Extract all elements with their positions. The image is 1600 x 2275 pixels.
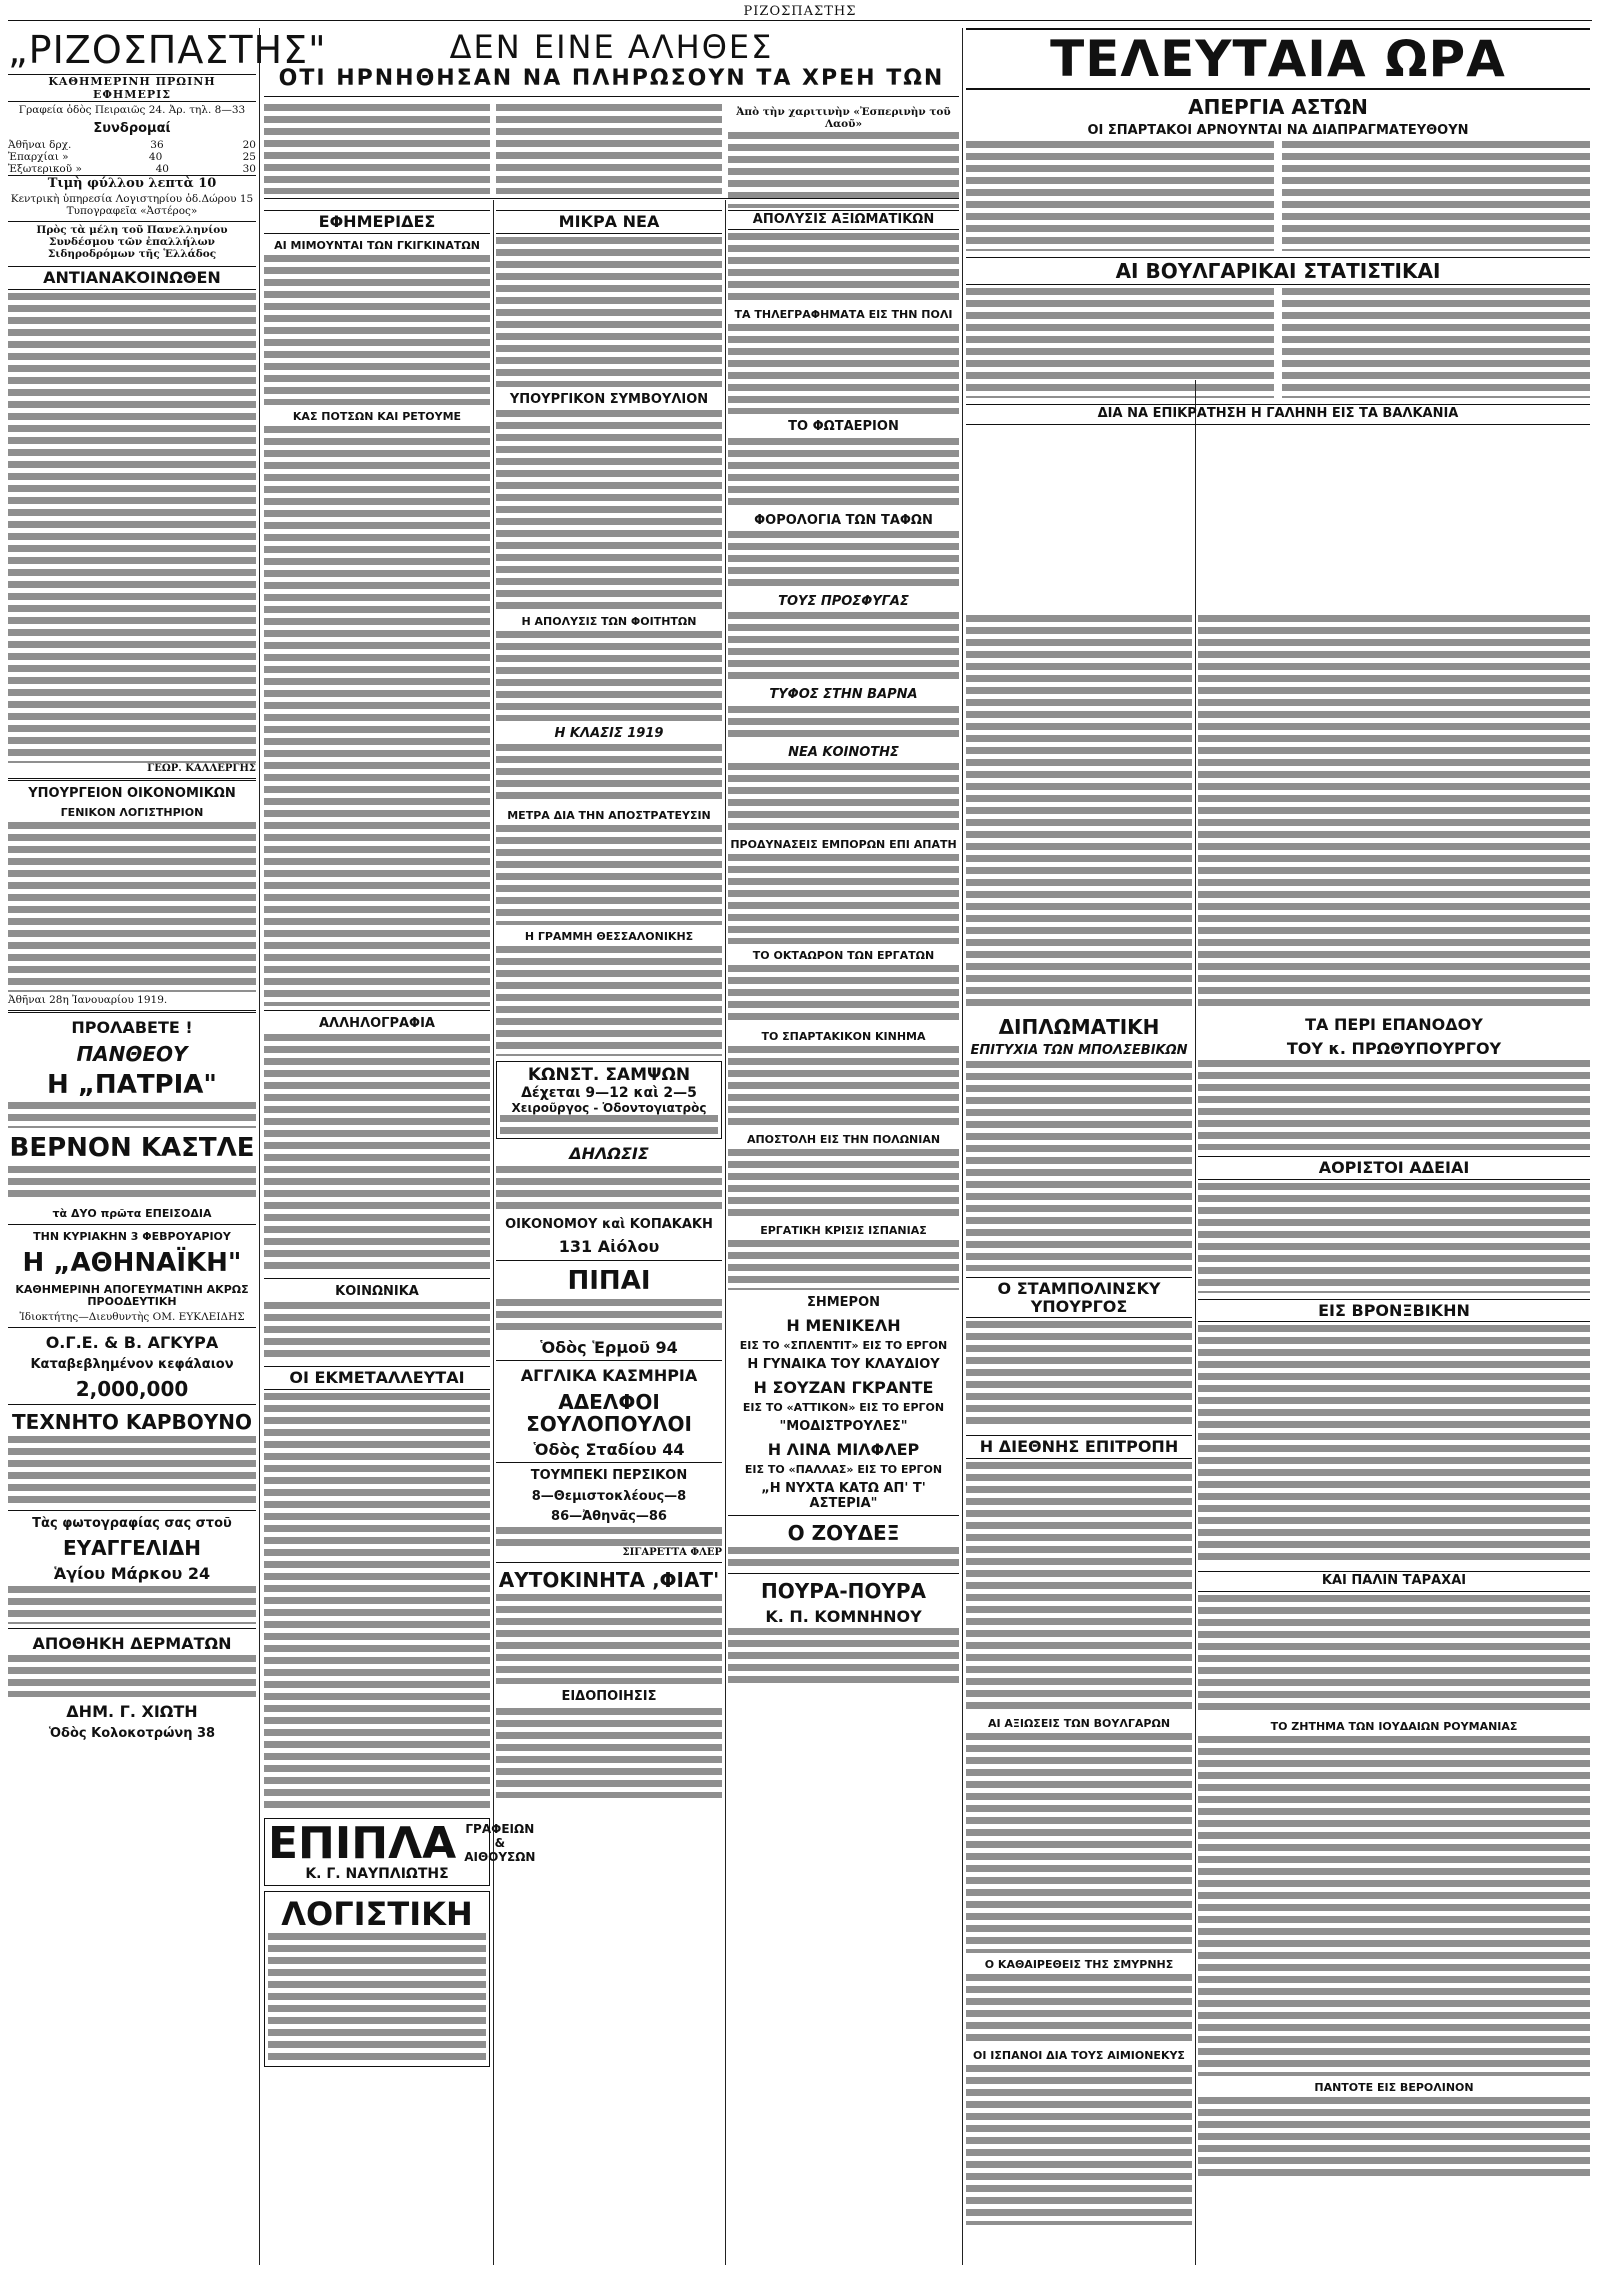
center-headline-subtitle: ΟΤΙ ΗΡΝΗΘΗΣΑΝ ΝΑ ΠΛΗΡΩΣΟΥΝ ΤΑ ΧΡΕΗ ΤΩΝ (278, 66, 945, 91)
article-text (496, 1708, 722, 1798)
column-rule (725, 200, 726, 2265)
headline-tilegrafimata: ΤΑ ΤΗΛΕΓΡΑΦΗΜΑΤΑ ΕΙΣ ΤΗΝ ΠΟΛΙ (734, 308, 953, 322)
headline-dilosis: ΔΗΛΩΣΙΣ (569, 1144, 649, 1164)
ad-samson (496, 1061, 722, 1139)
headline-diplomatiki-sub: ΕΠΙΤΥΧΙΑ ΤΩΝ ΜΠΟΛΣΕΒΙΚΩΝ (970, 1043, 1188, 1058)
ad-pipai-address: Ὁδὸς Ἑρμοῦ 94 (540, 1337, 678, 1357)
headline-stampolinsky: Ο ΣΤΑΜΠΟΛΙΝΣΚΥ ΥΠΟΥΡΓΟΣ (966, 1277, 1192, 1318)
ad-ankyra-capital: 2,000,000 (75, 1376, 189, 1401)
article-text (728, 1240, 959, 1290)
headline-diethnis: Η ΔΙΕΘΝΗΣ ΕΠΙΤΡΟΠΗ (966, 1435, 1192, 1459)
ad-sigaretta: ΣΙΓΑΡΕΤΤΑ ΦΛΕΡ (622, 1547, 722, 1559)
ad-text (8, 1586, 256, 1624)
article-text (264, 426, 490, 1006)
headline-galini: ΔΙΑ ΝΑ ΕΠΙΚΡΑΤΗΣΗ Η ΓΑΛΗΝΗ ΕΙΣ ΤΑ ΒΑΛΚΑΝΙΑ (966, 404, 1590, 424)
article-text (264, 255, 490, 405)
article-text (728, 854, 959, 944)
article-text (966, 1462, 1192, 1712)
column-1 (8, 28, 327, 2265)
ad-photo-name: ΕΥΑΓΓΕΛΙΔΗ (63, 1536, 201, 1561)
article-text (728, 612, 959, 682)
article-signature: ΓΕΩΡ. ΚΑΛΛΕΡΓΗΣ (147, 762, 256, 774)
column-6 (1198, 615, 1590, 2265)
subscription-row: Ἐπαρχίαι » 40 25 (8, 151, 256, 164)
ad-ankyra-capital-label: Καταβεβλημένον κεφάλαιον (30, 1356, 234, 1372)
ad-souzan: Η ΣΟΥΖΑΝ ΓΚΡΑΝΤΕ (753, 1377, 934, 1397)
masthead (8, 28, 327, 222)
article-source: Ἀπὸ τὴν χαριτινὴν «Ἐσπερινὴν τοῦ Λαοῦ» (736, 106, 951, 130)
running-head: ΡΙΖΟΣΠΑΣΤΗΣ (743, 4, 857, 19)
article-text (496, 946, 722, 1056)
subscription-row: Ἐξωτερικοῦ » 40 30 (8, 163, 256, 176)
ad-dermata-name: ΔΗΜ. Γ. ΧΙΩΤΗ (66, 1702, 198, 1722)
headline-klasis: Η ΚΛΑΣΙΣ 1919 (554, 725, 664, 741)
masthead-address: Γραφεία ὁδὸς Πειραιῶς 24. Ἀρ. τηλ. 8—33 (18, 104, 246, 116)
headline-palin-tarachai: ΚΑΙ ΠΑΛΙΝ ΤΑΡΑΧΑΙ (1198, 1571, 1590, 1591)
article-text (496, 744, 722, 804)
ad-epipla-sub: ΓΡΑΦΕΙΩΝ & ΑΙΘΟΥΣΩΝ (464, 1821, 536, 1864)
article-text (8, 293, 256, 763)
headline-mikra-nea: ΜΙΚΡΑ ΝΕΑ (496, 210, 722, 234)
column-rule (493, 200, 494, 2265)
article-text (728, 1046, 959, 1128)
ad-vernon-castle: ΒΕΡΝΟΝ ΚΑΣΤΛΕ (9, 1133, 255, 1164)
ad-poura: ΠΟΥΡΑ-ΠΟΥΡΑ (760, 1578, 927, 1603)
column-4 (728, 204, 959, 2265)
headline-axioseis: ΑΙ ΑΞΙΩΣΕΙΣ ΤΩΝ ΒΟΥΛΓΑΡΩΝ (987, 1717, 1171, 1731)
ad-patria: Η „ΠΑΤΡΙΑ" (47, 1069, 217, 1100)
headline-epanodou: ΤΑ ΠΕΡΙ ΕΠΑΝΟΔΟΥ (1305, 1015, 1483, 1034)
column-rule (962, 28, 963, 2265)
headline-allilografia: ΑΛΛΗΛΟΓΡΑΦΙΑ (319, 1015, 435, 1031)
center-headline (264, 28, 959, 91)
article-text (1198, 615, 1590, 1010)
article-text (966, 2065, 1192, 2225)
ad-episodes: τὰ ΔΥΟ πρῶτα ΕΠΕΙΣΟΔΙΑ (52, 1207, 212, 1221)
headline-mimountai: ΑΙ ΜΙΜΟΥΝΤΑΙ ΤΩΝ ΓΚΙΓΚΙΝΑΤΩΝ (274, 238, 480, 252)
ad-logistiki-title: ΛΟΓΙΣΤΙΚΗ (281, 1894, 473, 1933)
ad-kasmiria: ΑΓΓΛΙΚΑ ΚΑΣΜΗΡΙΑ (520, 1366, 698, 1386)
ad-epipla-title: ΕΠΙΠΛΑ (268, 1817, 457, 1869)
subscriptions-table (8, 139, 256, 175)
ad-simeron: ΣΗΜΕΡΟΝ (806, 1295, 881, 1311)
ad-headline-prolavete: ΠΡΟΛΑΒΕΤΕ ! (71, 1018, 193, 1038)
ad-oikonomou: ΟΙΚΟΝΟΜΟΥ καὶ ΚΟΠΑΚΑΚΗ (505, 1217, 713, 1233)
ad-technito-karvouno: ΤΕΧΝΗΤΟ ΚΑΡΒΟΥΝΟ (12, 1409, 252, 1434)
ad-text (496, 1527, 722, 1547)
masthead-subtitle: ΚΑΘΗΜΕΡΙΝΗ ΠΡΩΙΝΗ ΕΦΗΜΕΡΙΣ (8, 74, 256, 102)
masthead-title: „ΡΙΖΟΣΠΑΣΤΗΣ" (8, 28, 327, 72)
ad-text (500, 1115, 718, 1135)
article-text (966, 1733, 1192, 1953)
print-info: Κεντρικὴ ὑπηρεσία Λογιστηρίου ὁδ.Δώρου 15 Τυπογραφεῖα «Ἀστέρος» (10, 193, 254, 218)
issue-price: Τιμὴ φύλλου λεπτὰ 10 (8, 175, 256, 191)
center-article-rule (264, 198, 959, 199)
headline-apolysis-foititon: Η ΑΠΟΛΥΣΙΣ ΤΩΝ ΦΟΙΤΗΤΩΝ (521, 614, 697, 628)
headline-apergia: ΑΠΕΡΓΙΑ ΑΣΤΩΝ (1188, 95, 1368, 119)
ad-text (268, 1933, 486, 2063)
headline-teleutaia-ora: ΤΕΛΕΥΤΑΙΑ ΩΡΑ (966, 28, 1590, 90)
ad-toumbeki-address2: 86—Ἀθηνᾶς—86 (551, 1508, 667, 1524)
ad-lina: Η ΛΙΝΑ ΜΙΛΦΛΕΡ (767, 1439, 920, 1459)
headline-kathairethis: Ο ΚΑΘΑΙΡΕΘΕΙΣ ΤΗΣ ΣΜΥΡΝΗΣ (984, 1958, 1174, 1972)
article-text (728, 1149, 959, 1219)
headline-fotaerion: ΤΟ ΦΩΤΑΕΡΙΟΝ (788, 419, 899, 435)
ad-sunday: ΤΗΝ ΚΥΡΙΑΚΗΝ 3 ΦΕΒΡΟΥΑΡΙΟΥ (33, 1230, 231, 1244)
dateline: Ἀθῆναι 28η Ἰανουαρίου 1919. (8, 994, 168, 1007)
headline-apostoli: ΑΠΟΣΤΟΛΗ ΕΙΣ ΤΗΝ ΠΟΛΩΝΙΑΝ (746, 1133, 941, 1147)
ad-menikeli-venue: ΕΙΣ ΤΟ «ΣΠΛΕΝΤΙΤ» ΕΙΣ ΤΟ ΕΡΓΟΝ (739, 1339, 948, 1353)
headline-oktaoron: ΤΟ ΟΚΤΑΩΡΟΝ ΤΩΝ ΕΡΓΑΤΩΝ (752, 948, 935, 962)
ad-toumbeki: ΤΟΥΜΠΕΚΙ ΠΕΡΣΙΚΟΝ (530, 1468, 688, 1484)
headline-nea-koinotis: ΝΕΑ ΚΟΙΝΟΤΗΣ (788, 744, 899, 760)
headline-ergatiki: ΕΡΓΑΤΙΚΗ ΚΡΙΣΙΣ ΙΣΠΑΝΙΑΣ (760, 1224, 927, 1238)
ad-pantheou: ΠΑΝΘΕΟΥ (76, 1041, 188, 1066)
headline-ministry-finance: ΥΠΟΥΡΓΕΙΟΝ ΟΙΚΟΝΟΜΙΚΩΝ (28, 785, 236, 801)
article-text (966, 1974, 1192, 2044)
headline-prosfygas: ΤΟΥΣ ΠΡΟΣΦΥΓΑΣ (778, 593, 909, 609)
article-text (496, 631, 722, 721)
article-text (264, 104, 490, 194)
ad-menikeli: Η ΜΕΝΙΚΕΛΗ (786, 1315, 901, 1335)
ad-samson-name: ΚΩΝΣΤ. ΣΑΜΨΩΝ (527, 1065, 691, 1086)
ad-text (8, 1436, 256, 1506)
ad-ankyra: Ο.Γ.Ε. & Β. ΑΓΚΥΡΑ (45, 1333, 219, 1353)
ad-souzan-venue: ΕΙΣ ΤΟ «ΑΤΤΙΚΟΝ» ΕΙΣ ΤΟ ΕΡΓΟΝ (742, 1401, 945, 1415)
ad-text (496, 1594, 722, 1684)
article-text (966, 1061, 1192, 1271)
ad-text (8, 1655, 256, 1697)
article-text (728, 233, 959, 303)
ad-adelfoi-address: Ὁδὸς Σταδίου 44 (533, 1439, 685, 1459)
subscription-row: Ἀθῆναι δρχ. 36 20 (8, 139, 256, 152)
headline-zitima: ΤΟ ΖΗΤΗΜΑ ΤΩΝ ΙΟΥΔΑΙΩΝ ΡΟΥΜΑΝΙΑΣ (1270, 1719, 1518, 1733)
article-text (496, 1166, 722, 1212)
article-text (966, 288, 1274, 398)
headline-apolysis: ΑΠΟΛΥΣΙΣ ΑΞΙΩΜΑΤΙΚΩΝ (728, 210, 959, 230)
headline-antianakoinothen: ΑΝΤΙΑΝΑΚΟΙΝΩΘΕΝ (8, 266, 256, 290)
headline-metra: ΜΕΤΡΑ ΔΙΑ ΤΗΝ ΑΠΟΣΤΡΑΤΕΥΣΙΝ (507, 809, 711, 823)
ad-text (728, 1628, 959, 1688)
headline-aoristoi: ΑΟΡΙΣΤΟΙ ΑΔΕΙΑΙ (1198, 1156, 1590, 1180)
headline-forologia: ΦΟΡΟΛΟΓΙΑ ΤΩΝ ΤΑΦΩΝ (754, 512, 933, 528)
column-2 (264, 204, 536, 2265)
headline-kas-potson: ΚΑΣ ΠΟΤΣΩΝ ΚΑΙ ΡΕΤΟΥΜΕ (292, 409, 462, 423)
ad-oikonomou-address: 131 Αἰόλου (558, 1237, 660, 1257)
headline-eidopoiisis: ΕΙΔΟΠΟΙΗΣΙΣ (561, 1689, 657, 1705)
article-text (1198, 1183, 1590, 1293)
ad-dermata-address: Ὁδὸς Κολοκοτρώνη 38 (48, 1726, 216, 1741)
ad-samson-hours: Δέχεται 9—12 καὶ 2—5 (521, 1085, 697, 1102)
center-headline-title: ΔΕΝ ΕΙΝΕ ΑΛΗΘΕΣ (449, 28, 774, 66)
ad-pipai: ΠΙΠΑΙ (567, 1265, 651, 1296)
article-text (496, 410, 722, 610)
ad-toumbeki-address1: 8—Θεμιστοκλέους—8 (531, 1488, 687, 1504)
ad-text (8, 1102, 256, 1128)
article-text (728, 706, 959, 740)
headline-epanodou-sub: ΤΟΥ κ. ΠΡΩΘΥΠΟΥΡΓΟΥ (1286, 1038, 1502, 1058)
notice-recipient: Πρὸς τὰ μέλη τοῦ Πανελληνίου Συνδέσμου τῶν ἐπαλλήλων Σιδηροδρόμων τῆς Ἑλλάδος (36, 224, 228, 261)
article-text (496, 237, 722, 387)
subscriptions-title: Συνδρομαί (93, 121, 171, 136)
headline-tyfos: ΤΥΦΟΣ ΣΤΗΝ ΒΑΡΝΑ (769, 687, 918, 703)
ad-fiat: ΑΥΤΟΚΙΝΗΤΑ ‚ΦΙΑΤ' (498, 1568, 720, 1593)
article-text (264, 1302, 490, 1360)
ad-athinaiki: Η „ΑΘΗΝΑΪΚΗ" (22, 1248, 242, 1279)
article-text (966, 1321, 1192, 1429)
ad-photo: Τὰς φωτογραφίας σας στοῦ (32, 1515, 232, 1531)
running-head-rule (8, 20, 1592, 21)
column-3 (496, 204, 722, 2265)
article-text (1198, 2097, 1590, 2177)
article-text (728, 132, 959, 208)
article-text (966, 141, 1274, 251)
article-text (728, 324, 959, 414)
article-text (966, 615, 1192, 1010)
ad-athinaiki-sub: ΚΑΘΗΜΕΡΙΝΗ ΑΠΟΓΕΥΜΑΤΙΝΗ ΑΚΡΩΣ ΠΡΟΟΔΕΥΤΙΚΗ (15, 1282, 249, 1308)
ad-zoudex: Ο ΖΟΥΔΕΞ (787, 1520, 900, 1545)
center-headline-rule (264, 96, 959, 97)
article-text (1198, 1325, 1590, 1565)
ad-logistiki (264, 1891, 490, 2067)
ad-menikeli-play: Η ΓΥΝΑΙΚΑ ΤΟΥ ΚΛΑΥΔΙΟΥ (747, 1357, 940, 1373)
article-text (728, 763, 959, 833)
headline-grammi: Η ΓΡΑΜΜΗ ΘΕΣΣΑΛΟΝΙΚΗΣ (524, 930, 694, 944)
headline-koinonika: ΚΟΙΝΩΝΙΚΑ (335, 1284, 419, 1300)
ad-lina-venue: ΕΙΣ ΤΟ «ΠΑΛΛΑΣ» ΕΙΣ ΤΟ ΕΡΓΟΝ (744, 1463, 943, 1477)
article-text (1198, 1595, 1590, 1715)
headline-general-accounts: ΓΕΝΙΚΟΝ ΛΟΓΙΣΤΗΡΙΟΝ (60, 806, 204, 820)
ad-photo-address: Ἁγίου Μάρκου 24 (53, 1564, 211, 1584)
article-text (8, 822, 256, 992)
article-text (496, 825, 722, 925)
headline-ekmetalleftai: ΟΙ ΕΚΜΕΤΑΛΛΕΥΤΑΙ (264, 1366, 490, 1390)
ad-text (728, 1547, 959, 1569)
headline-prodynaseis: ΠΡΟΔΥΝΑΣΕΙΣ ΕΜΠΟΡΩΝ ΕΠΙ ΑΠΑΤΗ (730, 837, 957, 851)
ad-epipla (264, 1817, 536, 1886)
column-rule (259, 28, 260, 2265)
ad-apothiki-dermaton: ΑΠΟΘΗΚΗ ΔΕΡΜΑΤΩΝ (32, 1633, 232, 1653)
headline-ispanoi: ΟΙ ΙΣΠΑΝΟΙ ΔΙΑ ΤΟΥΣ ΑΙΜΙΟΝΕΚΥΣ (973, 2049, 1185, 2063)
article-text (1198, 1736, 1590, 2076)
headline-spartakoi: ΟΙ ΣΠΑΡΤΑΚΟΙ ΑΡΝΟΥΝΤΑΙ ΝΑ ΔΙΑΠΡΑΓΜΑΤΕΥΘΟΥΝ (1087, 123, 1469, 138)
ad-samson-title: Χειροῦργος - Ὀδοντογιατρὸς (511, 1101, 707, 1116)
headline-efimerides: ΕΦΗΜΕΡΙΔΕΣ (264, 210, 490, 234)
headline-spartakikon: ΤΟ ΣΠΑΡΤΑΚΙΚΟΝ ΚΙΝΗΜΑ (761, 1030, 926, 1044)
headline-voulgarikai: ΑΙ ΒΟΥΛΓΑΡΙΚΑΙ ΣΤΑΤΙΣΤΙΚΑΙ (966, 257, 1590, 285)
headline-vronzviki: ΕΙΣ ΒΡΟΝΞΒΙΚΗΝ (1198, 1299, 1590, 1323)
ad-souzan-play: "ΜΟΔΙΣΤΡΟΥΛΕΣ" (779, 1419, 908, 1435)
article-text (496, 104, 722, 194)
ad-komninou: Κ. Π. ΚΟΜΝΗΝΟΥ (765, 1606, 922, 1626)
article-text (264, 1034, 490, 1274)
headline-ypourgikon: ΥΠΟΥΡΓΙΚΟΝ ΣΥΜΒΟΥΛΙΟΝ (509, 391, 709, 407)
ad-lina-play: „Η ΝΥΧΤΑ ΚΑΤΩ ΑΠ' Τ' ΑΣΤΕΡΙΑ" (761, 1481, 926, 1511)
headline-pantote: ΠΑΝΤΟΤΕ ΕΙΣ ΒΕΡΟΛΙΝΟΝ (1314, 2080, 1474, 2094)
article-text (1282, 288, 1590, 398)
ad-text (496, 1299, 722, 1333)
article-text (728, 965, 959, 1025)
ad-adelfoi: ΑΔΕΛΦΟΙ ΣΟΥΛΟΠΟΥΛΟΙ (526, 1389, 692, 1436)
ad-text (8, 1166, 256, 1202)
headline-diplomatiki: ΔΙΠΛΩΜΑΤΙΚΗ (998, 1015, 1160, 1039)
article-text (728, 438, 959, 508)
article-text (1282, 141, 1590, 251)
article-text (728, 531, 959, 589)
article-text (1198, 1060, 1590, 1150)
ad-epipla-name: Κ. Γ. ΝΑΥΠΛΙΩΤΗΣ (305, 1865, 449, 1882)
article-text (264, 1393, 490, 1813)
column-5 (966, 615, 1192, 2265)
ad-athinaiki-owner: Ἰδιοκτήτης—Διευθυντὴς ΟΜ. ΕΥΚΛΕΙΔΗΣ (19, 1311, 245, 1324)
